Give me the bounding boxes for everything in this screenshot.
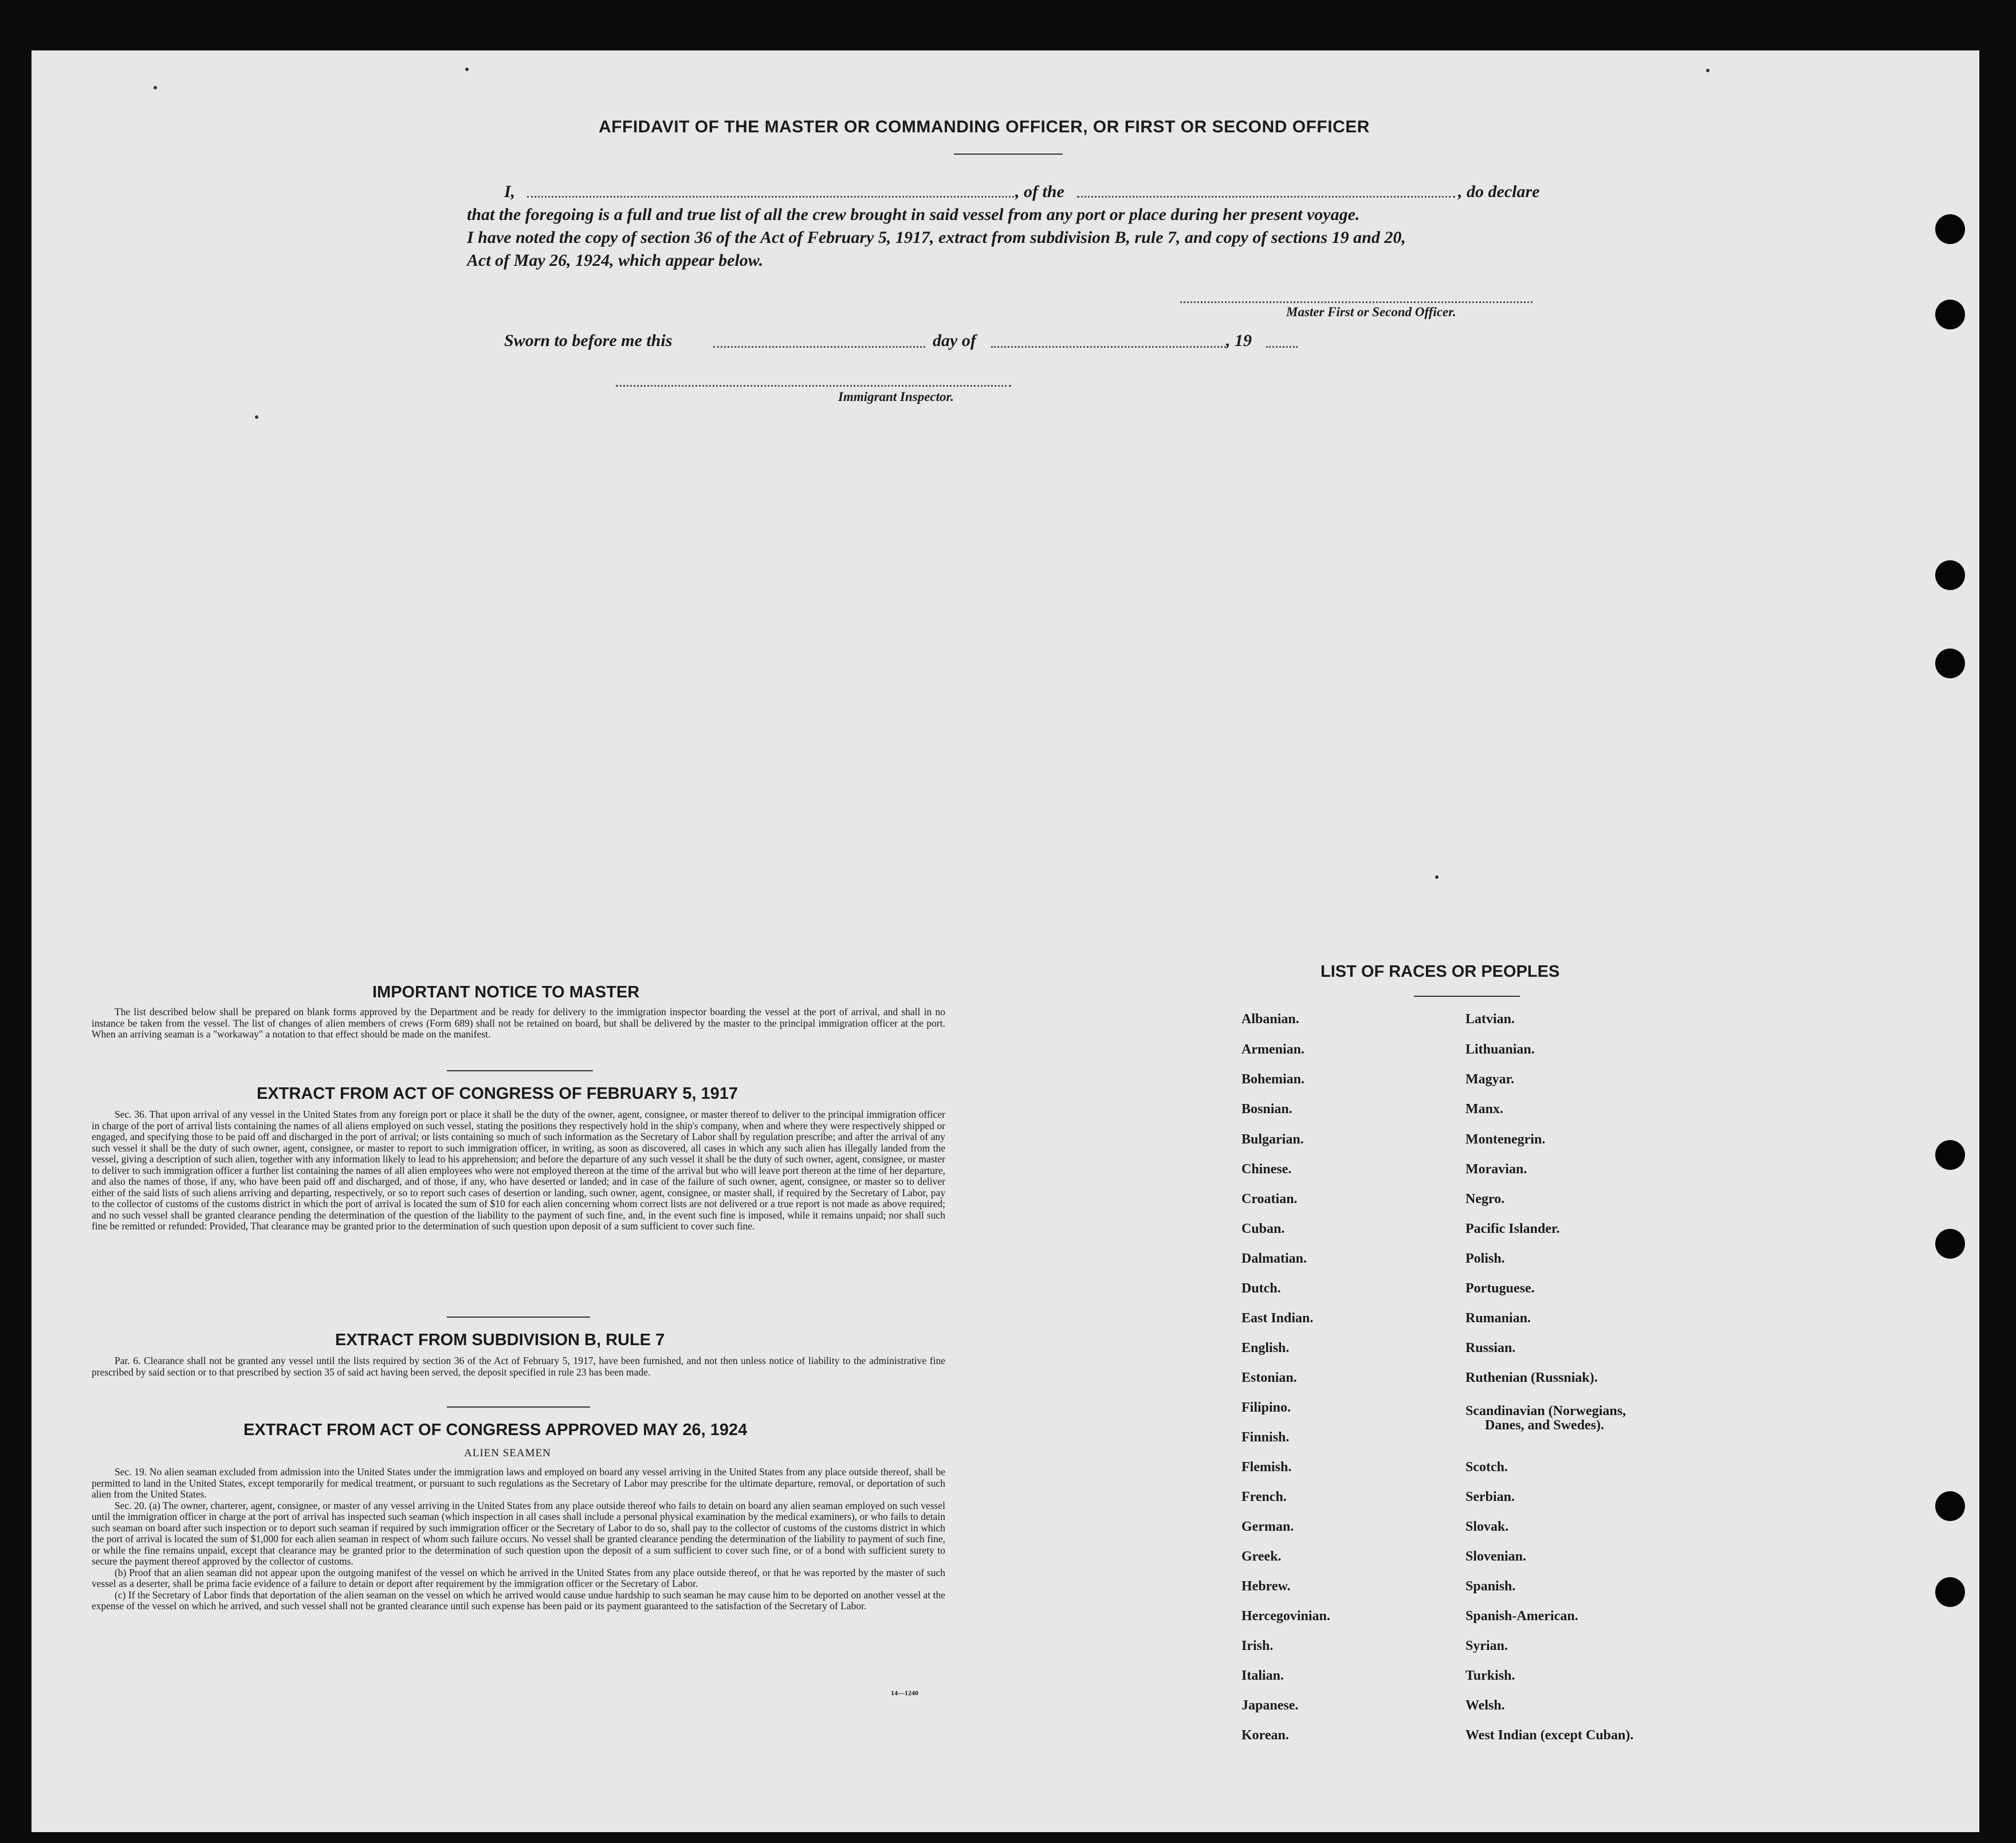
race-item: Latvian.	[1465, 1012, 1515, 1027]
divider	[447, 1406, 590, 1408]
section-20b: (b) Proof that an alien seaman did not appear upon the outgoing manifest of the vessel on which he arrived in the United States from any place outside thereof, or that he was reported by the master of such vessel as a deserter, shall be prima facie evidence of a failure to detain or deport after requirement by the immigration officer or the Secretary of Labor.	[92, 1566, 945, 1589]
race-item: Ruthenian (Russniak).	[1465, 1370, 1598, 1385]
race-item: Moravian.	[1465, 1162, 1527, 1177]
sworn-month-field	[991, 346, 1226, 348]
affidavit-title: AFFIDAVIT OF THE MASTER OR COMMANDING OFFICER, OR FIRST OR SECOND OFFICER	[599, 117, 1370, 136]
title-underline	[954, 154, 1063, 155]
form-number: 14—1240	[891, 1689, 918, 1697]
affidavit-line-4: Act of May 26, 1924, which appear below.	[467, 251, 764, 270]
punch-hole	[1935, 300, 1965, 329]
punch-hole	[1935, 1229, 1965, 1259]
race-item: Lithuanian.	[1465, 1042, 1535, 1057]
extract-1917-body: Sec. 36. That upon arrival of any vessel in the United States from any foreign port or place it shall be the duty of the owner, agent, consignee, or master thereof to deliver to the principal immigration officer in charge of the port of arrival lists containing the names of all aliens employed on such vessel, stating the positions they respectively hold in the ship's company, when and where they were respectively shipped or engaged, and specifying those to be paid off and discharged in the port of arrival; or lists containing so much of such information as the Secretary of Labor shall by regulation prescribe; and after the arrival of any such vessel it shall be the duty of such owner, agent, consignee, or master to report to such immigration officer, in writing, as soon as discovered, all cases in which any such alien has illegally landed from the vessel, giving a description of such alien, together with any information likely to lead to his apprehension; and before the departure of any such vessel it shall be the duty of such owner, agent, consignee, or master to deliver to such immigration officer a further list containing the names of all alien employees who were not employed thereon at the time of the arrival but who will leave port thereon at the time of her departure, and also the names of those, if any, who have been paid off and discharged, and of those, if any, who have deserted or landed; and in case of the failure of such owner, agent, consignee, or master so to deliver either of the said lists of such aliens arriving and departing, respectively, or so to report such cases of desertion or landing, such owner, agent, consignee, or master shall, if required by the Secretary of Labor, pay to the collector of customs of the customs district in which the port of arrival is located the sum of $10 for each alien concerning whom correct lists are not delivered or a true report is not made as above required; and no such vessel shall be granted clearance pending the determination of the question of the liability to the payment of such fine, and, in the event such fine is imposed, while it remains unpaid; nor shall such fine be remitted or refunded: Provided, That clearance may be granted prior to the determination of such question upon deposit of a sum sufficient to cover such fine.	[92, 1109, 945, 1232]
punch-hole	[1935, 1491, 1965, 1521]
race-item: Croatian.	[1241, 1192, 1298, 1207]
master-signature-line	[1180, 301, 1532, 303]
subdivision-b-body: Par. 6. Clearance shall not be granted any vessel until the lists required by section 36 of the Act of February 5, 1917, have been furnished, and not then unless notice of liability to the administrative fine prescribed by said section or to that prescribed by section 35 of said act having been served, the deposit specified in rule 23 has been made.	[92, 1355, 945, 1378]
inspector-signature-line	[616, 385, 1011, 387]
race-item: Chinese.	[1241, 1162, 1292, 1177]
race-item: Magyar.	[1465, 1072, 1515, 1087]
races-underline	[1414, 996, 1520, 997]
sworn-label: Sworn to before me this	[504, 331, 673, 350]
punch-hole	[1935, 649, 1965, 678]
extract-1924-body	[92, 1467, 945, 1612]
speck	[465, 68, 469, 71]
affidavit-do-declare: , do declare	[1458, 182, 1540, 201]
race-item: Spanish-American.	[1465, 1609, 1578, 1624]
race-item: Flemish.	[1241, 1460, 1292, 1475]
punch-hole	[1935, 1577, 1965, 1607]
race-item: Korean.	[1241, 1728, 1289, 1743]
race-item: Portuguese.	[1465, 1281, 1535, 1296]
affidavit-line-3: I have noted the copy of section 36 of the Act of February 5, 1917, extract from subdivision B, rule 7, and copy of sections 19 and 20,	[467, 228, 1406, 247]
extract-1917-title: EXTRACT FROM ACT OF CONGRESS OF FEBRUARY 5, 1917	[257, 1084, 738, 1103]
year-prefix: , 19	[1226, 331, 1252, 350]
race-item: Italian.	[1241, 1668, 1284, 1683]
race-item: Slovak.	[1465, 1519, 1509, 1534]
extract-1924-title: EXTRACT FROM ACT OF CONGRESS APPROVED MAY 26, 1924	[243, 1421, 748, 1439]
sworn-year-field	[1266, 346, 1298, 348]
race-item: Albanian.	[1241, 1012, 1299, 1027]
notice-title: IMPORTANT NOTICE TO MASTER	[372, 983, 640, 1001]
race-item: Rumanian.	[1465, 1311, 1531, 1326]
speck	[1435, 875, 1439, 879]
race-item: Manx.	[1465, 1102, 1503, 1117]
affidavit-of-the: , of the	[1015, 182, 1064, 201]
race-item: Greek.	[1241, 1549, 1282, 1564]
speck	[255, 415, 258, 419]
race-item: Russian.	[1465, 1341, 1516, 1355]
master-name-field	[527, 196, 1014, 198]
race-item: Pacific Islander.	[1465, 1221, 1560, 1236]
race-item: German.	[1241, 1519, 1294, 1534]
race-item: Finnish.	[1241, 1430, 1290, 1445]
race-item: Slovenian.	[1465, 1549, 1527, 1564]
race-item: Irish.	[1241, 1638, 1274, 1653]
section-20a: Sec. 20. (a) The owner, charterer, agent, consignee, or master of any vessel arriving in the United States from any place outside thereof who fails to detain on board any alien seaman employed on such vessel until the immigration officer in charge at the port of arrival has inspected such seaman (which inspection in all cases shall include a personal physical examination by the medical examiners), or who fails to detain such seaman on board after such inspection or to deport such seaman if required by such immigration officer or the Secretary of Labor to do so, shall pay to the collector of customs of the customs district in which the port of arrival is located the sum of $1,000 for each alien seaman in respect of whom such failure occurs. No vessel shall be granted clearance pending the determination of the liability to payment of such fine, or while the fine remains unpaid, except that clearance may be granted prior to the determination of such question upon the deposit of a sum sufficient to cover such fine, or of a bond with sufficient surety to secure the payment thereof approved by the collector of customs.	[92, 1499, 945, 1567]
sworn-day-field	[713, 346, 925, 348]
race-item: Hebrew.	[1241, 1579, 1291, 1594]
race-item: West Indian (except Cuban).	[1465, 1728, 1634, 1743]
race-item: Montenegrin.	[1465, 1132, 1546, 1147]
race-item: Estonian.	[1241, 1370, 1297, 1385]
section-20c: (c) If the Secretary of Labor finds that deportation of the alien seaman on the vessel on which he arrived would cause undue hardship to such seaman he may cause him to be deported on another vessel at the expense of the vessel on which he arrived, and such vessel shall not be granted clearance until such expense has been paid or its payment guaranteed to the satisfaction of the Secretary of Labor.	[92, 1589, 945, 1612]
race-item: Armenian.	[1241, 1042, 1304, 1057]
notice-body: The list described below shall be prepared on blank forms approved by the Department and be ready for delivery to the immigration inspector boarding the vessel at the port of arrival, and shall in no instance be taken from the vessel. The list of changes of alien members of crews (Form 689) shall not be retained on board, but shall be delivered by the master to the principal immigration officer at the port. When an arriving seaman is a "workaway" a notation to that effect should be made on the manifest.	[92, 1006, 945, 1040]
punch-hole	[1935, 560, 1965, 590]
race-item: East Indian.	[1241, 1311, 1314, 1326]
race-item: English.	[1241, 1341, 1290, 1355]
race-item: Bohemian.	[1241, 1072, 1305, 1087]
race-item: Dalmatian.	[1241, 1251, 1307, 1266]
race-item: Negro.	[1465, 1192, 1505, 1207]
alien-seamen-subtitle: ALIEN SEAMEN	[464, 1447, 551, 1459]
race-item: Cuban.	[1241, 1221, 1285, 1236]
subdivision-b-title: EXTRACT FROM SUBDIVISION B, RULE 7	[335, 1331, 665, 1349]
race-item: Turkish.	[1465, 1668, 1515, 1683]
punch-hole	[1935, 214, 1965, 244]
race-item: Danes, and Swedes).	[1485, 1418, 1605, 1433]
divider	[447, 1317, 590, 1318]
speck	[154, 86, 157, 89]
races-title: LIST OF RACES OR PEOPLES	[1321, 962, 1560, 981]
day-of-label: day of	[933, 331, 976, 350]
speck	[1706, 69, 1710, 72]
race-item: Bosnian.	[1241, 1102, 1292, 1117]
race-item: Bulgarian.	[1241, 1132, 1304, 1147]
race-item: Syrian.	[1465, 1638, 1508, 1653]
divider	[447, 1070, 593, 1071]
punch-hole	[1935, 1140, 1965, 1170]
section-19: Sec. 19. No alien seaman excluded from admission into the United States under the immigration laws and employed on board any vessel arriving in the United States from any place outside thereof, shall be permitted to land in the United States, except temporarily for medical treatment, or pursuant to such regulations as the Secretary of Labor may prescribe for the ultimate departure, removal, or deportation of such alien from the United States.	[92, 1466, 945, 1500]
race-item: Welsh.	[1465, 1698, 1505, 1713]
race-item: Scotch.	[1465, 1460, 1508, 1475]
race-item: Serbian.	[1465, 1490, 1515, 1504]
inspector-caption: Immigrant Inspector.	[838, 390, 954, 404]
race-item: Dutch.	[1241, 1281, 1281, 1296]
race-item: Scandinavian (Norwegians,	[1465, 1404, 1626, 1418]
race-item: Polish.	[1465, 1251, 1505, 1266]
master-signature-caption: Master First or Second Officer.	[1286, 305, 1456, 319]
race-item: French.	[1241, 1490, 1287, 1504]
affidavit-line-2: that the foregoing is a full and true list of all the crew brought in said vessel from any port or place during her present voyage.	[467, 205, 1360, 224]
vessel-name-field	[1077, 196, 1455, 198]
race-item: Filipino.	[1241, 1400, 1291, 1415]
race-item: Spanish.	[1465, 1579, 1516, 1594]
race-item: Hercegovinian.	[1241, 1609, 1330, 1624]
affidavit-i-label: I,	[504, 182, 516, 201]
race-item: Japanese.	[1241, 1698, 1299, 1713]
